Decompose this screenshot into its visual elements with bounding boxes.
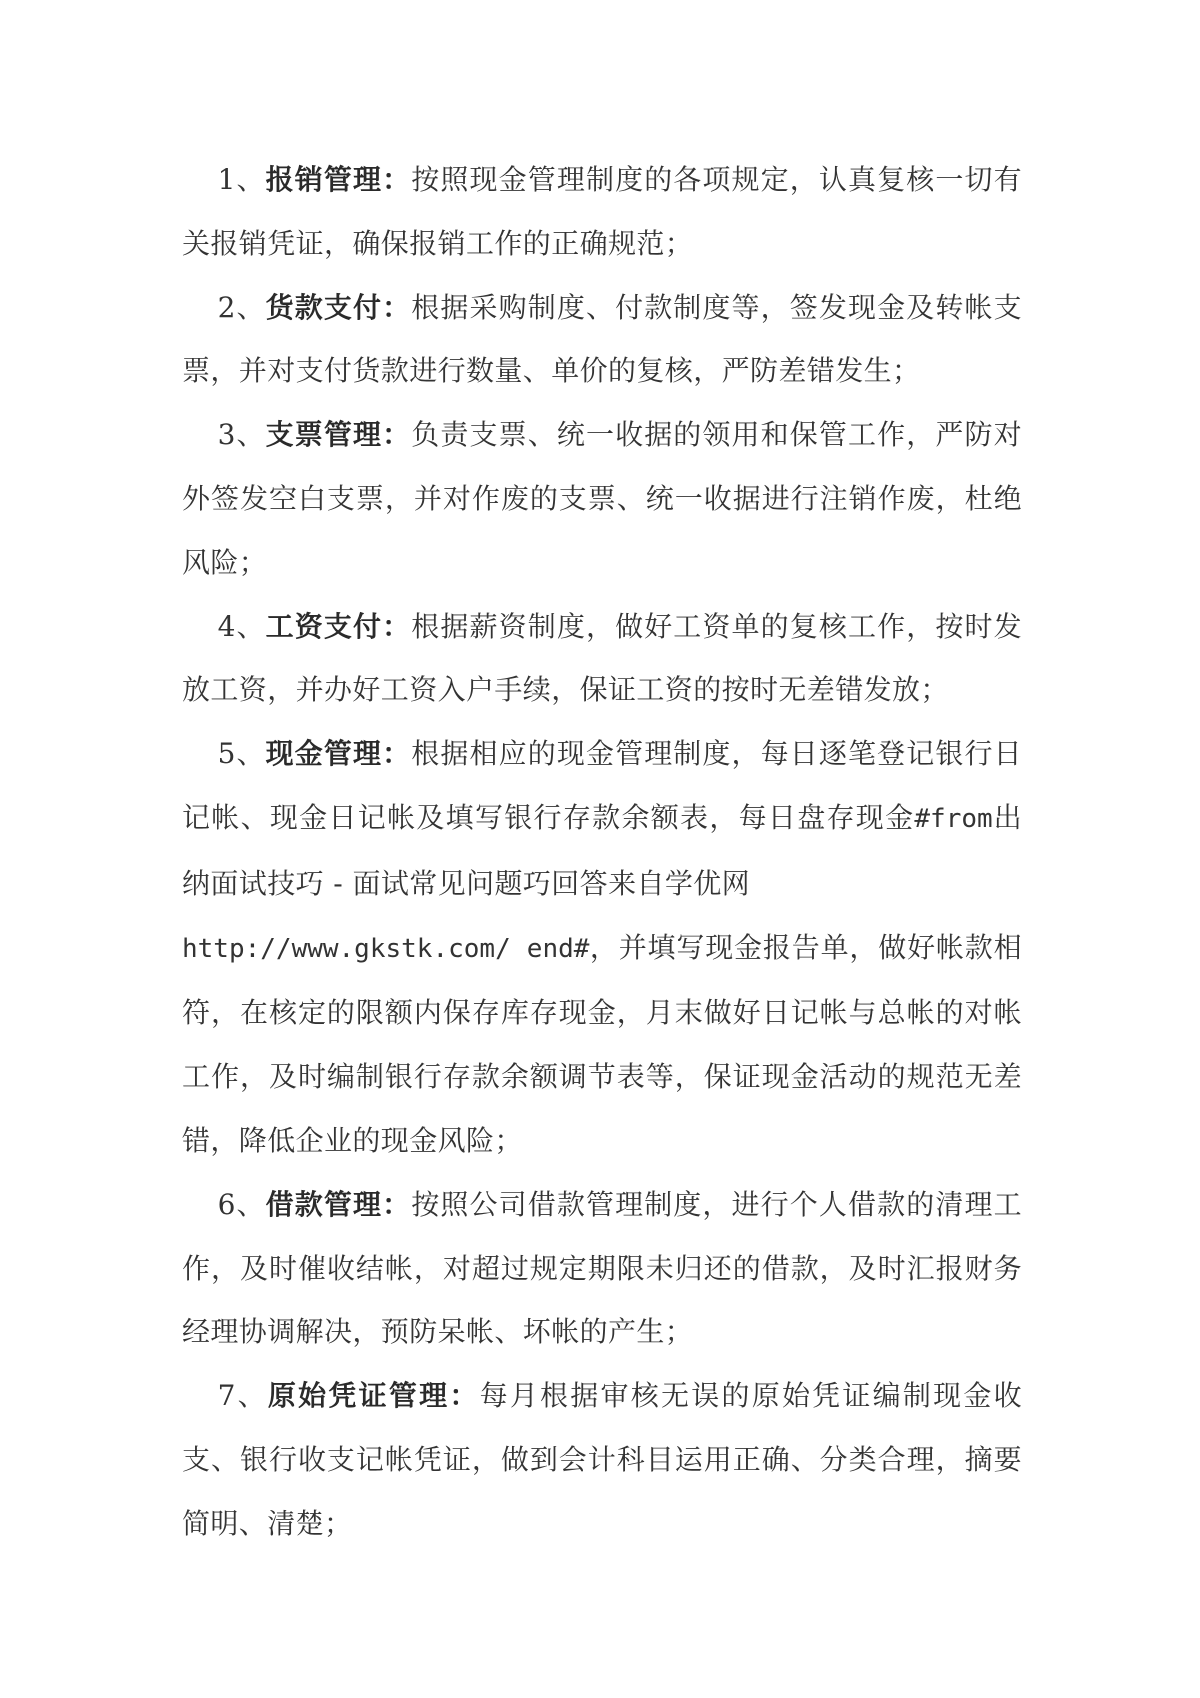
item-heading: 支票管理： bbox=[265, 418, 412, 452]
list-item-cash bbox=[182, 722, 1022, 1173]
item-heading: 原始凭证管理： bbox=[267, 1379, 480, 1413]
item-number: 3、 bbox=[217, 418, 266, 452]
list-item-loan bbox=[182, 1173, 1022, 1364]
list-item-cheque bbox=[182, 403, 1022, 594]
item-body: 根据薪资制度，做好工资单的复核工作，按时发放工资，并办好工资入户手续，保证工资的按时无差错发放； bbox=[182, 609, 1022, 707]
item-number: 4、 bbox=[217, 609, 266, 643]
list-item-salary bbox=[182, 595, 1022, 723]
item-heading: 货款支付： bbox=[265, 290, 412, 324]
inline-ref-url: http://www.gkstk.com/ end# bbox=[182, 933, 590, 964]
list-item-voucher bbox=[182, 1364, 1022, 1555]
item-number: 2、 bbox=[217, 290, 266, 324]
item-number: 6、 bbox=[217, 1187, 266, 1221]
item-body: 负责支票、统一收据的领用和保管工作，严防对外签发空白支票，并对作废的支票、统一收据进行注销作废，杜绝风险； bbox=[182, 418, 1022, 579]
item-number: 1、 bbox=[217, 163, 266, 196]
list-item-reimbursement bbox=[182, 148, 1022, 276]
item-number: 5、 bbox=[217, 737, 266, 771]
item-body: 按照公司借款管理制度，进行个人借款的清理工作，及时催收结帐，对超过规定期限未归还的借款，及时汇报财务经理协调解决，预防呆帐、坏帐的产生； bbox=[182, 1187, 1022, 1349]
inline-ref-text: 出纳面试技巧 - 面试常见问题巧回答来自学优网 bbox=[182, 800, 1022, 900]
inline-ref-anchor: #from bbox=[914, 803, 993, 834]
document-body bbox=[182, 148, 1022, 1556]
item-body: 按照现金管理制度的各项规定，认真复核一切有关报销凭证，确保报销工作的正确规范； bbox=[182, 163, 1022, 260]
item-heading: 借款管理： bbox=[265, 1187, 412, 1221]
item-body: 根据采购制度、付款制度等，签发现金及转帐支票，并对支付货款进行数量、单价的复核，严防差错发生； bbox=[182, 290, 1022, 388]
item-body: 每月根据审核无误的原始凭证编制现金收支、银行收支记帐凭证，做到会计科目运用正确、分类合理，摘要简明、清楚； bbox=[182, 1379, 1022, 1540]
list-item-payment bbox=[182, 276, 1022, 404]
item-heading: 现金管理： bbox=[265, 737, 412, 771]
item-body: 根据相应的现金管理制度，每日逐笔登记银行日记帐、现金日记帐及填写银行存款余额表，每日盘存现金 bbox=[182, 737, 1022, 834]
item-heading: 报销管理： bbox=[265, 163, 412, 196]
item-heading: 工资支付： bbox=[265, 609, 412, 643]
item-body-continued: ，并填写现金报告单，做好帐款相符，在核定的限额内保存库存现金，月末做好日记帐与总帐的对帐工作，及时编制银行存款余额调节表等，保证现金活动的规范无差错，降低企业的现金风险； bbox=[182, 930, 1022, 1157]
item-number: 7、 bbox=[217, 1379, 268, 1413]
